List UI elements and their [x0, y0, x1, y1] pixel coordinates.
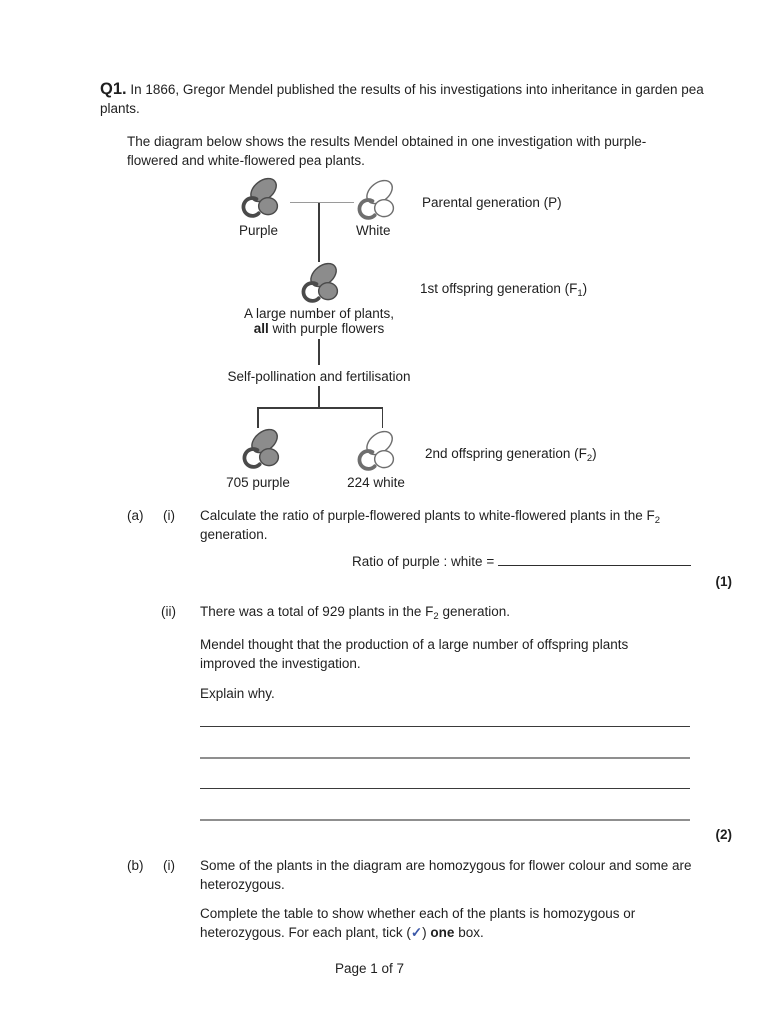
- f2-purple-count: 705 purple: [226, 475, 290, 490]
- f1-purple-flower-icon: [295, 261, 345, 307]
- f1-note-line1: A large number of plants,: [243, 306, 395, 321]
- f1-label-text: 1st offspring generation (F: [420, 281, 578, 296]
- question-intro: [100, 80, 726, 118]
- part-a-i-label: (i): [163, 508, 175, 523]
- self-pollination-label: Self-pollination and fertilisation: [227, 369, 411, 384]
- white-parent-label: White: [356, 223, 391, 238]
- diagram-description: The diagram below shows the results Mendel obtained in one investigation with purple-flowered and white-flowered pea plants.: [127, 134, 647, 168]
- answer-line: [200, 757, 690, 759]
- b-i-text-bold: one: [430, 925, 455, 940]
- marks-a-ii: (2): [715, 827, 732, 842]
- f1-note-rest: with purple flowers: [268, 321, 385, 336]
- descent-line-p-f1: [318, 203, 320, 262]
- question-intro-text: In 1866, Gregor Mendel published the results of his investigations into inheritance in garden pea plants.: [100, 82, 704, 116]
- part-a-label: (a): [127, 508, 144, 523]
- parent-cross-line: [290, 202, 354, 203]
- f1-generation-label: [420, 279, 587, 298]
- a-i-text: Calculate the ratio of purple-flowered plants to white-flowered plants in the F: [200, 508, 655, 523]
- part-a-ii-para2: Mendel thought that the production of a large number of offspring plants improved the investigation.: [200, 637, 629, 671]
- a-i-subscript: 2: [654, 515, 661, 526]
- answer-line: [200, 726, 690, 727]
- a-ii-text: There was a total of 929 plants in the F: [200, 604, 434, 619]
- page-footer: Page 1 of 7: [335, 961, 405, 976]
- part-a-i-text: [200, 506, 707, 544]
- ratio-answer-blank: [498, 553, 691, 566]
- purple-parent-flower-icon: [235, 176, 285, 222]
- ratio-answer-row: [352, 552, 691, 571]
- part-b-i-label: (i): [163, 858, 175, 873]
- part-b-i-para1: Some of the plants in the diagram are homozygous for flower colour and some are heterozygous.: [200, 858, 692, 892]
- answer-line: [200, 788, 690, 789]
- f2-purple-flower-icon: [236, 427, 286, 473]
- marks-a-i: (1): [715, 574, 732, 589]
- answer-line: [200, 819, 690, 821]
- f1-label-close: ): [582, 281, 588, 296]
- part-b-label: (b): [127, 858, 144, 873]
- f2-label-close: ): [592, 446, 597, 461]
- part-a-ii-label: (ii): [161, 604, 176, 619]
- descent-line-selfing-f2: [318, 386, 320, 408]
- descent-line-f1-selfing: [318, 339, 320, 365]
- white-parent-flower-icon: [351, 178, 401, 224]
- a-i-text-end: generation.: [200, 527, 268, 542]
- f2-generation-label: [425, 444, 597, 463]
- f2-white-flower-icon: [351, 429, 401, 475]
- part-b-i-para2: [200, 904, 662, 942]
- f1-note-line2: [201, 321, 437, 336]
- a-ii-text-end: generation.: [438, 604, 510, 619]
- f1-note-bold: all: [253, 321, 269, 336]
- parental-generation-label: Parental generation (P): [422, 195, 562, 210]
- f2-branch-right-drop: [382, 407, 384, 428]
- ratio-prompt: Ratio of purple : white =: [352, 554, 495, 569]
- question-number: Q1.: [100, 80, 127, 98]
- purple-parent-label: Purple: [239, 223, 279, 238]
- b-i-text: Complete the table to show whether each of the plants is homozygous or heterozygous. For each plant, tick (: [200, 906, 636, 940]
- f2-white-count: 224 white: [347, 475, 405, 490]
- f2-label-text: 2nd offspring generation (F: [425, 446, 587, 461]
- b-i-text-end: box.: [454, 925, 484, 940]
- f2-branch-top-line: [257, 407, 383, 409]
- f2-label-subscript: 2: [586, 453, 593, 464]
- tick-icon: ✓: [410, 925, 423, 940]
- f2-branch-left-drop: [257, 407, 259, 428]
- part-a-ii-explain: Explain why.: [200, 686, 275, 701]
- a-ii-subscript: 2: [433, 611, 439, 622]
- b-i-text-mid: ): [422, 925, 431, 940]
- f1-label-subscript: 1: [577, 288, 583, 299]
- part-a-ii-line1: [200, 602, 707, 621]
